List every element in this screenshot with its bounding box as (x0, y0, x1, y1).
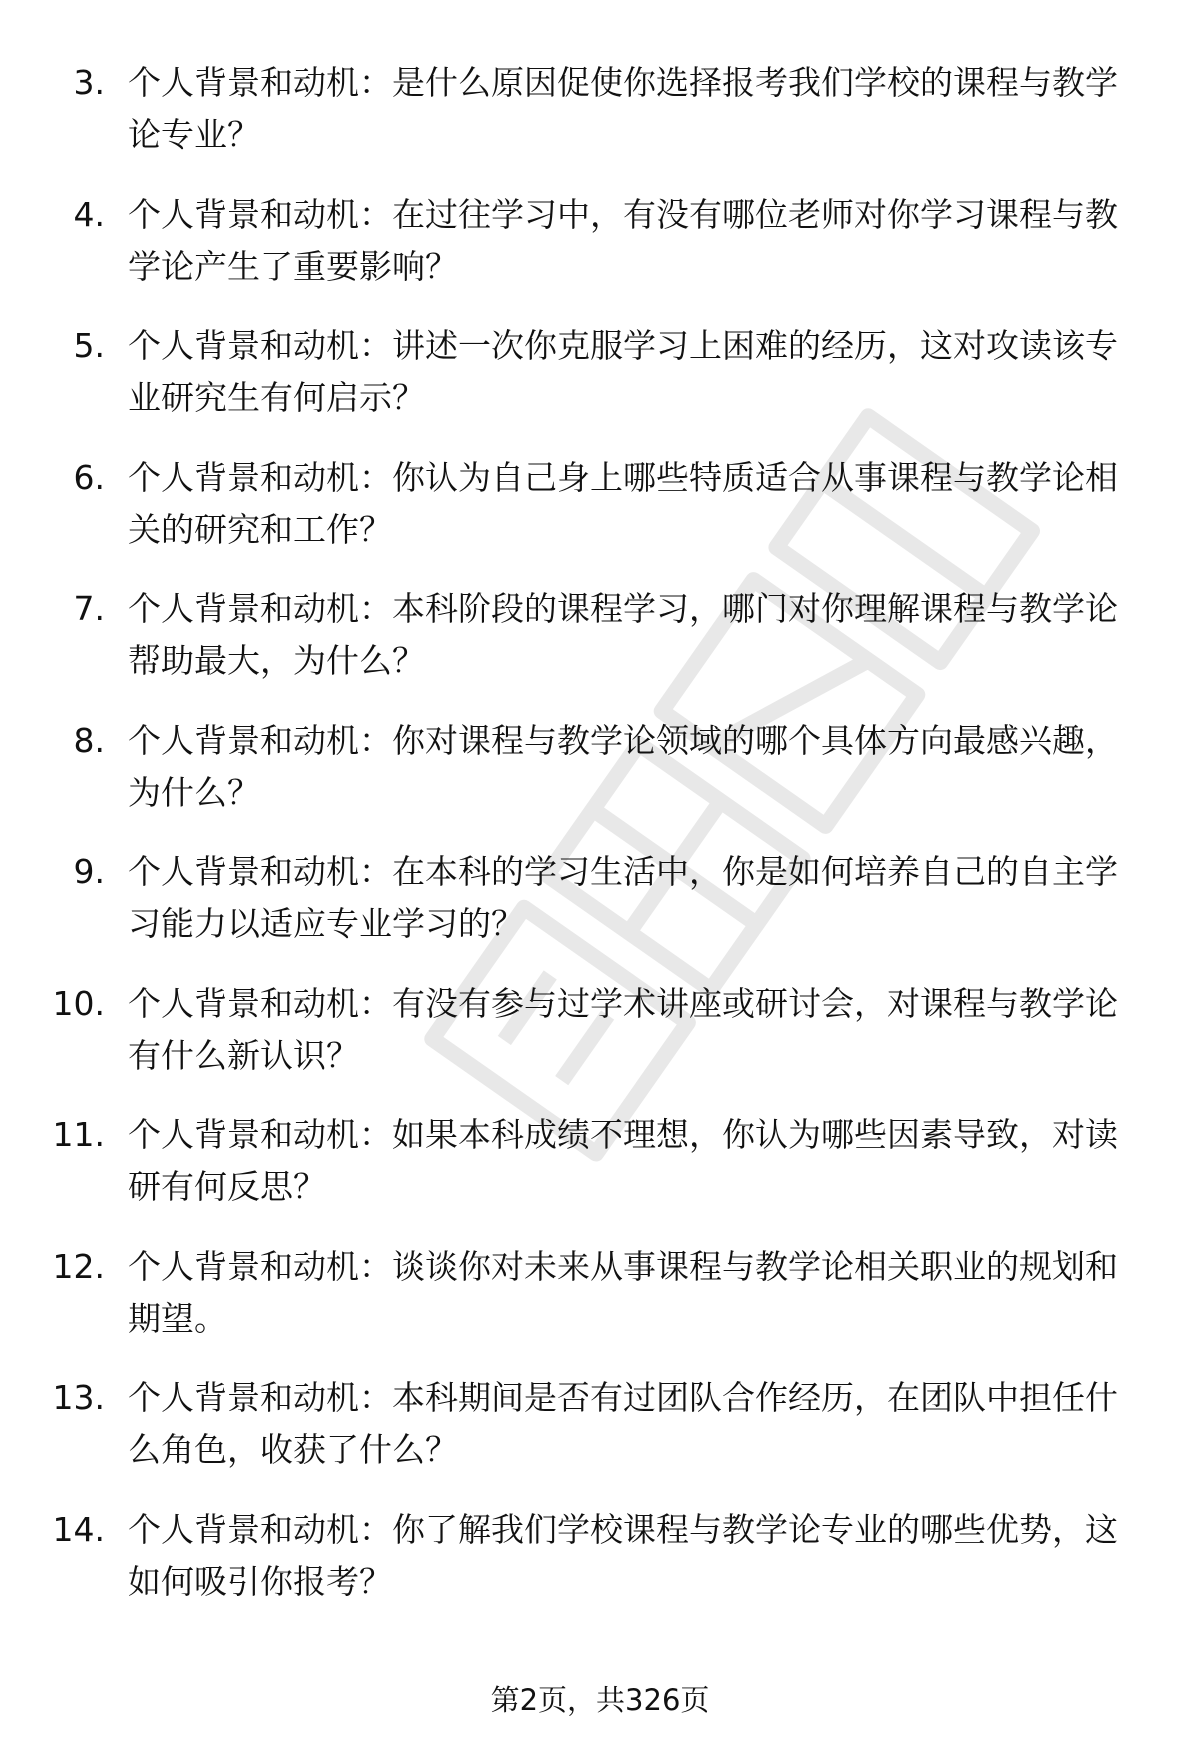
question-item (0, 57, 1200, 189)
question-item (0, 846, 1200, 978)
question-item (0, 978, 1200, 1110)
question-text: 个人背景和动机：你认为自己身上哪些特质适合从事课程与教学论相关的研究和工作？ (128, 457, 1118, 549)
question-number: 10. (52, 983, 105, 1023)
question-text: 个人背景和动机：是什么原因促使你选择报考我们学校的课程与教学论专业？ (128, 63, 1118, 154)
question-item (0, 1241, 1200, 1373)
question-item (0, 715, 1200, 847)
question-item (0, 189, 1200, 321)
question-text: 个人背景和动机：谈谈你对未来从事课程与教学论相关职业的规划和期望。 (128, 1246, 1118, 1338)
question-text: 个人背景和动机：本科阶段的课程学习，哪门对你理解课程与教学论帮助最大，为什么？ (128, 589, 1118, 680)
question-item (0, 1109, 1200, 1241)
question-text: 个人背景和动机：本科期间是否有过团队合作经历，在团队中担任什么角色，收获了什么？ (128, 1378, 1118, 1469)
question-number: 8. (73, 720, 105, 760)
question-item (0, 583, 1200, 715)
question-item (0, 1372, 1200, 1504)
question-number: 12. (52, 1246, 105, 1286)
question-text: 个人背景和动机：你了解我们学校课程与教学论专业的哪些优势，这如何吸引你报考？ (128, 1509, 1118, 1601)
question-number: 6. (73, 457, 105, 497)
question-text: 个人背景和动机：在本科的学习生活中，你是如何培养自己的自主学习能力以适应专业学习的？ (128, 852, 1118, 943)
question-number: 3. (73, 63, 105, 102)
question-text: 个人背景和动机：你对课程与教学论领域的哪个具体方向最感兴趣，为什么？ (128, 720, 1118, 812)
question-number: 7. (73, 589, 105, 628)
question-text: 个人背景和动机：在过往学习中，有没有哪位老师对你学习课程与教学论产生了重要影响？ (128, 194, 1118, 286)
question-number: 13. (52, 1378, 105, 1417)
question-number: 5. (73, 326, 105, 365)
question-number: 14. (52, 1509, 105, 1549)
question-text: 个人背景和动机：如果本科成绩不理想，你认为哪些因素导致，对读研有何反思？ (128, 1115, 1118, 1206)
question-item (0, 1504, 1200, 1636)
question-item (0, 452, 1200, 584)
question-list (0, 57, 1200, 1635)
question-number: 11. (52, 1115, 105, 1154)
question-item (0, 320, 1200, 452)
question-text: 个人背景和动机：有没有参与过学术讲座或研讨会，对课程与教学论有什么新认识？ (128, 983, 1118, 1075)
page-indicator: 第2页，共326页 (490, 1683, 710, 1717)
question-number: 9. (73, 852, 105, 891)
question-number: 4. (73, 194, 105, 234)
question-text: 个人背景和动机：讲述一次你克服学习上困难的经历，这对攻读该专业研究生有何启示？ (128, 326, 1118, 417)
